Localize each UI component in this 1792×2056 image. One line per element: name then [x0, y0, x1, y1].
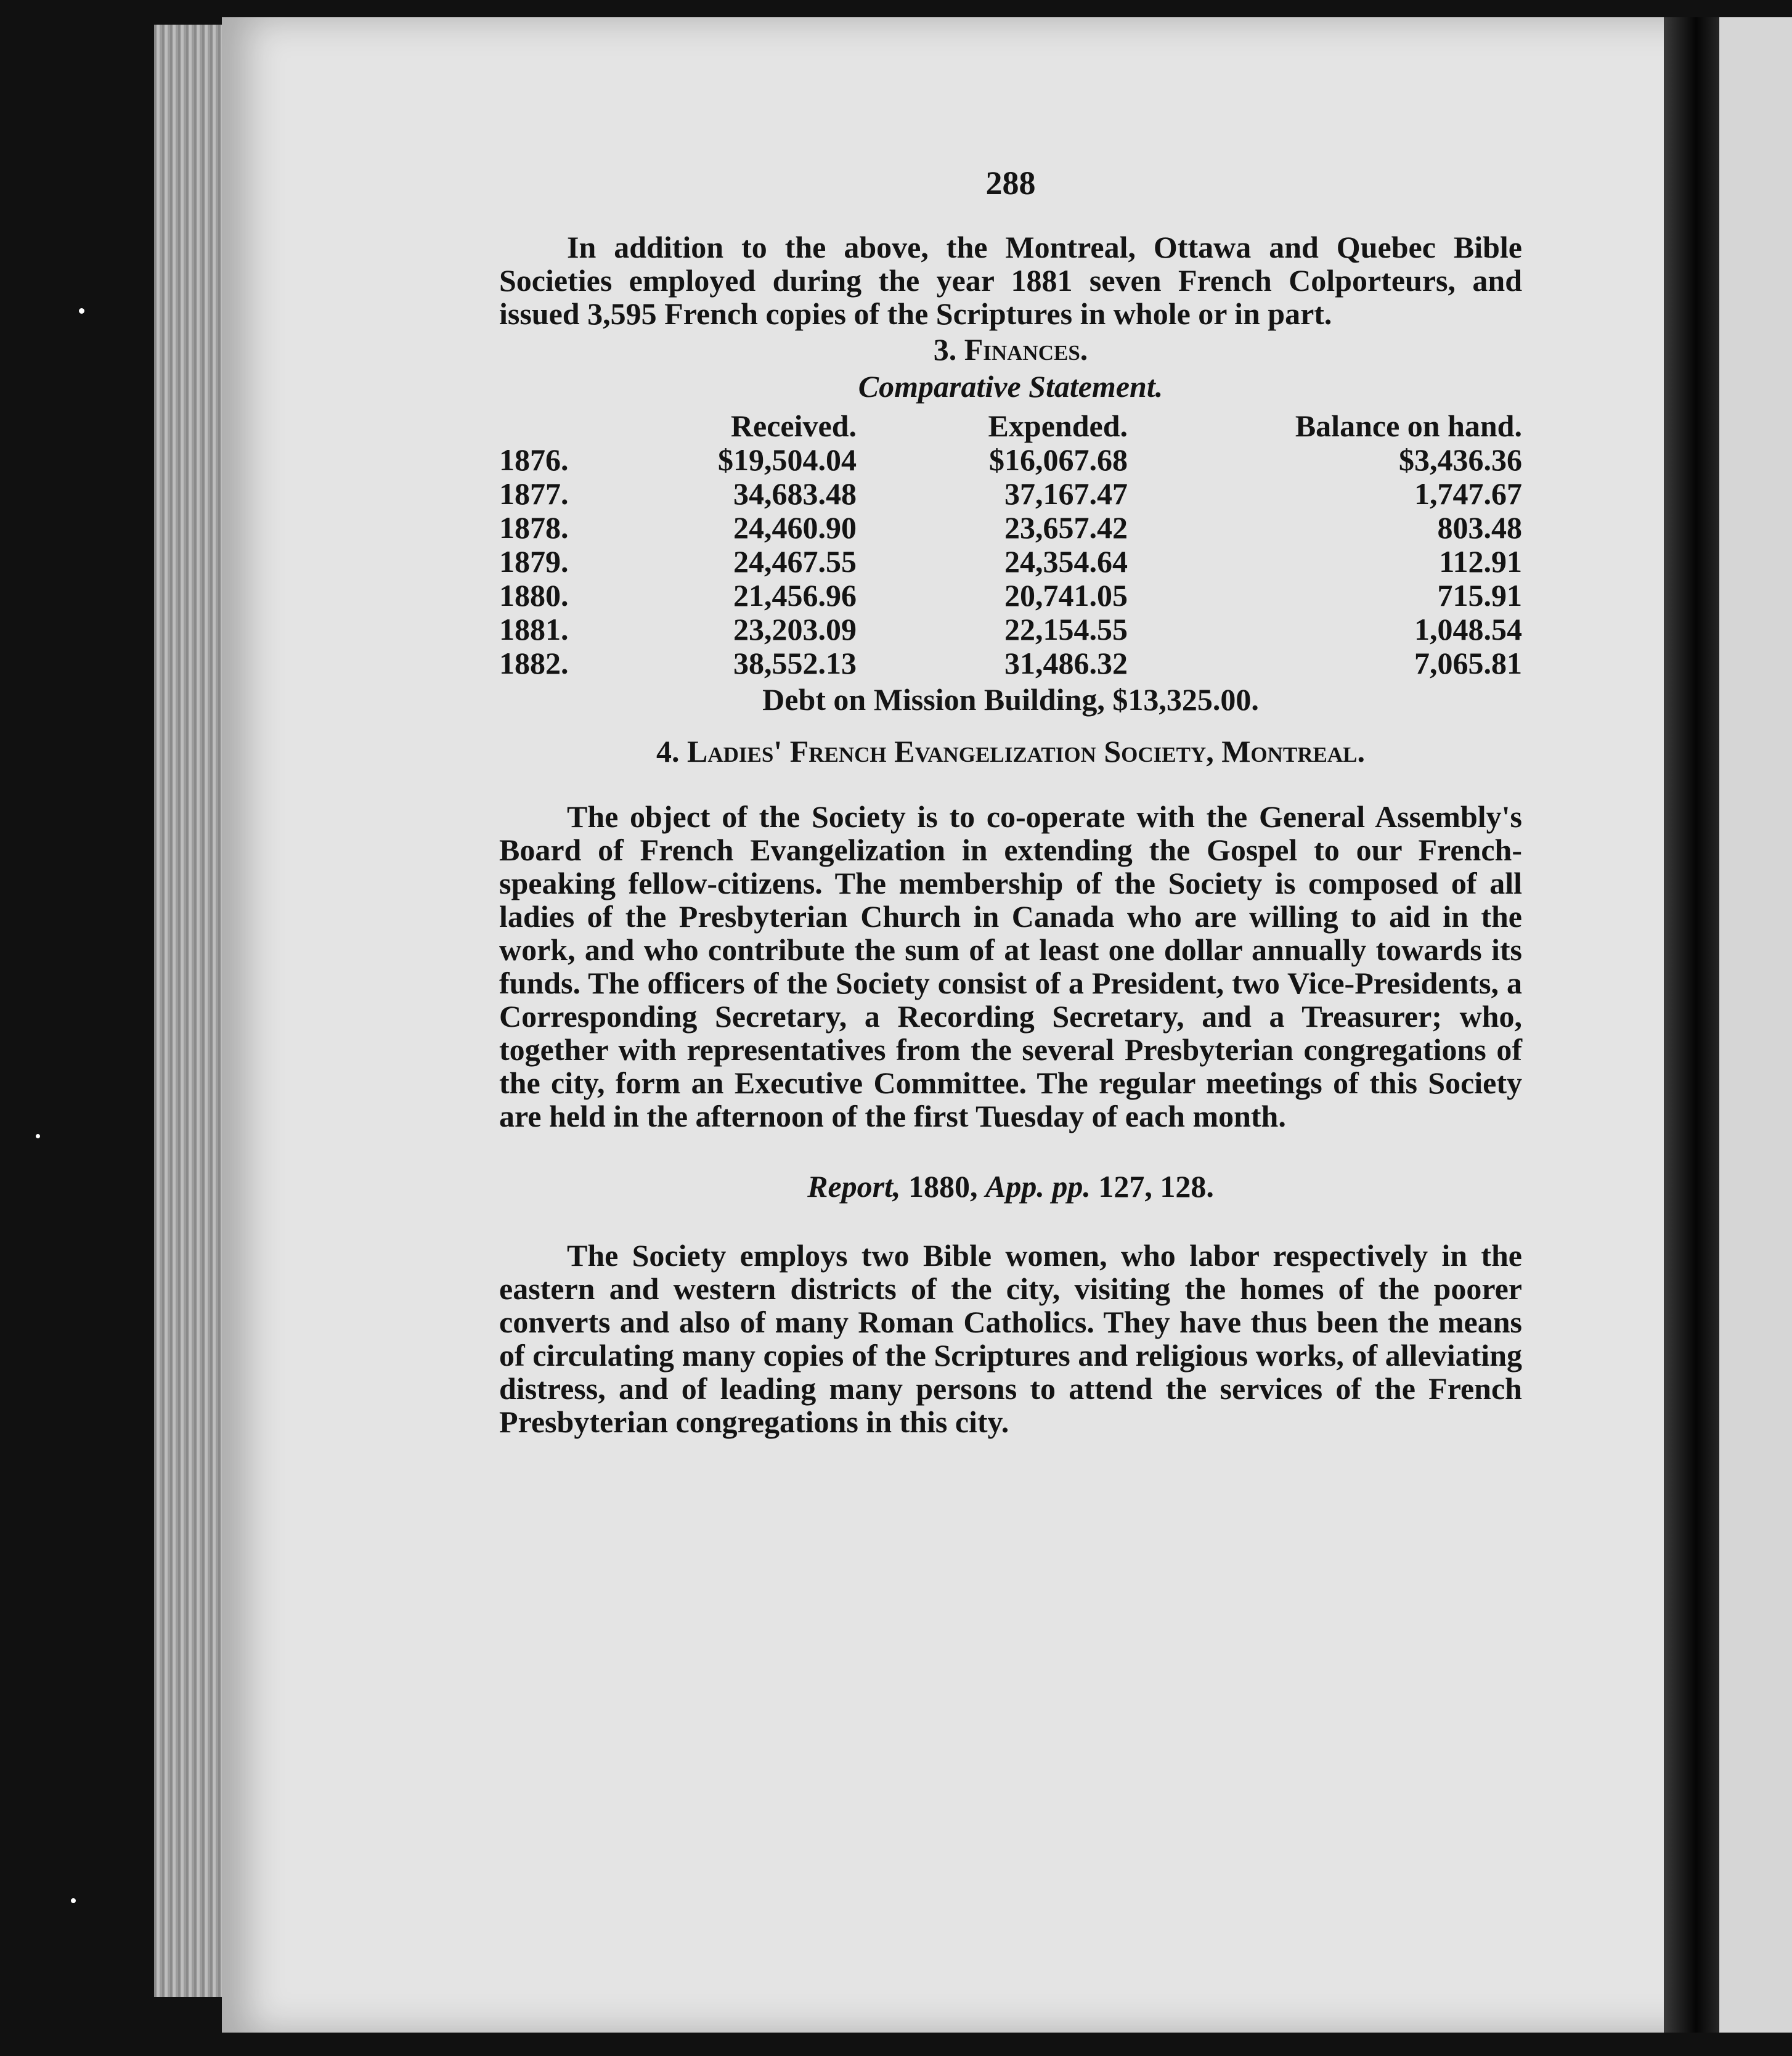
- section4-number: 4.: [656, 734, 680, 769]
- report-app: App. pp.: [985, 1169, 1091, 1204]
- received-cell: 34,683.48: [733, 476, 857, 511]
- balance-cell: 1,747.67: [1414, 476, 1522, 511]
- page-content: [499, 166, 1522, 1438]
- received-cell: 24,460.90: [733, 510, 857, 545]
- expended-cell: 20,741.05: [1004, 578, 1128, 613]
- expended-cell: 24,354.64: [1004, 544, 1128, 579]
- balance-cell: 7,065.81: [1414, 646, 1522, 680]
- debt-line: Debt on Mission Building, $13,325.00.: [762, 682, 1259, 717]
- table-row: [499, 545, 1522, 579]
- comparative-statement-title: Comparative Statement.: [858, 369, 1163, 404]
- finances-table: [499, 409, 1522, 680]
- finances-table-header: [499, 409, 1522, 443]
- column-header-year: [499, 409, 672, 443]
- report-year: 1880,: [908, 1169, 978, 1204]
- column-header-received: Received.: [730, 409, 857, 443]
- expended-cell: 37,167.47: [1004, 476, 1128, 511]
- received-cell: 24,467.55: [733, 544, 857, 579]
- finances-title: Finances.: [964, 332, 1088, 367]
- book-gutter: [1664, 17, 1722, 2033]
- year-cell: 1879.: [499, 544, 569, 579]
- received-cell: 21,456.96: [733, 578, 857, 613]
- column-header-balance: Balance on hand.: [1295, 409, 1522, 443]
- received-cell: 38,552.13: [733, 646, 857, 680]
- expended-cell: $16,067.68: [989, 443, 1128, 477]
- bible-women-paragraph: The Society employs two Bible women, who labor respectively in the eastern and western districts of the city, visiting the homes of the poorer converts and also of many Roman Catholics. They have thus been the means of circulating many copies of the Scriptures and religious works, of alleviating distress, and of leading many persons to attend the services of the French Presbyterian congregations in this city.: [499, 1238, 1522, 1439]
- expended-cell: 22,154.55: [1004, 612, 1128, 647]
- section4-heading: [499, 735, 1522, 768]
- report-citation: [499, 1170, 1522, 1203]
- received-cell: $19,504.04: [718, 443, 857, 477]
- table-row: [499, 579, 1522, 613]
- year-cell: 1880.: [499, 578, 569, 613]
- page-number: 288: [985, 165, 1036, 202]
- section4-title: Ladies' French Evangelization Society, Montreal.: [686, 734, 1366, 769]
- balance-cell: $3,436.36: [1399, 443, 1522, 477]
- report-pages: 127, 128.: [1098, 1169, 1214, 1204]
- table-row: [499, 511, 1522, 545]
- scan-speck: [71, 1898, 76, 1903]
- finances-number: 3.: [933, 332, 957, 367]
- year-cell: 1878.: [499, 510, 569, 545]
- balance-cell: 803.48: [1437, 510, 1522, 545]
- year-cell: 1882.: [499, 646, 569, 680]
- expended-cell: 23,657.42: [1004, 510, 1128, 545]
- scan-speck: [36, 1134, 40, 1138]
- column-header-expended: Expended.: [988, 409, 1128, 443]
- facing-page-edge: [1719, 17, 1792, 2033]
- balance-cell: 112.91: [1439, 544, 1522, 579]
- table-row: [499, 647, 1522, 680]
- report-label: Report,: [807, 1169, 901, 1204]
- table-row: [499, 477, 1522, 511]
- expended-cell: 31,486.32: [1004, 646, 1128, 680]
- balance-cell: 715.91: [1437, 578, 1522, 613]
- scan-speck: [79, 308, 84, 314]
- received-cell: 23,203.09: [733, 612, 857, 647]
- year-cell: 1881.: [499, 612, 569, 647]
- finances-heading: [499, 333, 1522, 366]
- year-cell: 1876.: [499, 443, 569, 477]
- balance-cell: 1,048.54: [1414, 612, 1522, 647]
- year-cell: 1877.: [499, 476, 569, 511]
- intro-paragraph: In addition to the above, the Montreal, Ottawa and Quebec Bible Societies employed during the year 1881 seven French Colporteurs, and issued 3,595 French copies of the Scriptures in whole or in part.: [499, 230, 1522, 331]
- table-row: [499, 613, 1522, 647]
- object-paragraph: The object of the Society is to co-operate with the General Assembly's Board of French Evangelization in extending the Gospel to our French-speaking fellow-citizens. The membership of the Society is composed of all ladies of the Presbyterian Church in Canada who are willing to aid in the work, and who contribute the sum of at least one dollar annually towards its funds. The officers of the Society consist of a President, two Vice-Presidents, a Corresponding Secretary, a Recording Secretary, and a Treasurer; who, together with representatives from the several Presbyterian congregations of the city, form an Executive Committee. The regular meetings of this Society are held in the afternoon of the first Tuesday of each month.: [499, 799, 1522, 1133]
- table-row: [499, 443, 1522, 477]
